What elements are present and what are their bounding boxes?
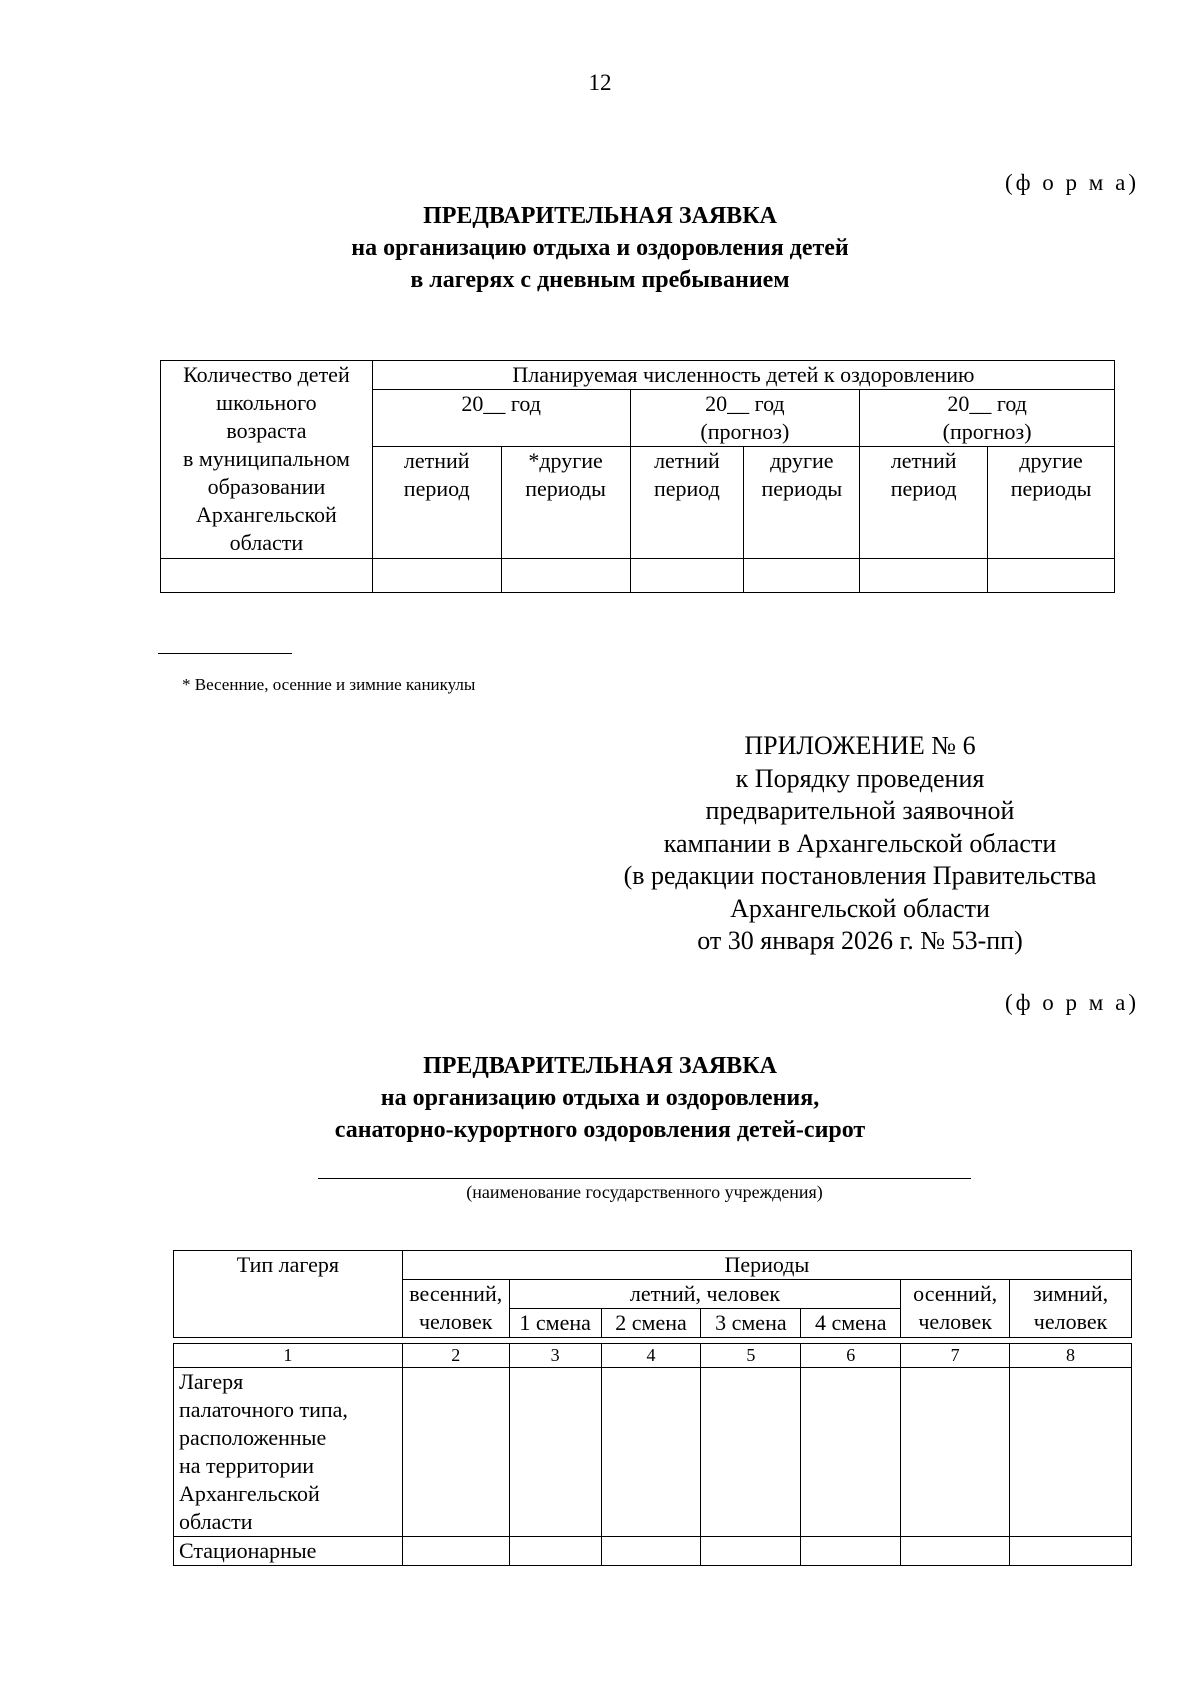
column-number: 5 [701, 1344, 801, 1368]
empty-cell [402, 1537, 509, 1566]
empty-cell [601, 1537, 701, 1566]
sub-line: летний [654, 448, 720, 473]
form1-title-line: в лагерях с дневным пребыванием [410, 267, 790, 293]
empty-cell [501, 559, 630, 593]
year-line: (прогноз) [942, 419, 1032, 444]
institution-name-line [318, 1178, 971, 1179]
header-line: человек [1033, 1309, 1108, 1334]
column-number: 3 [509, 1344, 601, 1368]
empty-cell [161, 559, 373, 593]
appendix-line: ПРИЛОЖЕНИЕ № 6 [744, 731, 976, 760]
empty-cell [630, 559, 744, 593]
form1-table [160, 360, 1115, 593]
sub-header-summer-3 [860, 447, 988, 559]
header-line: зимний, [1032, 1281, 1109, 1306]
autumn-header [901, 1280, 1010, 1338]
table-row [161, 559, 1115, 593]
empty-cell [509, 1368, 601, 1537]
row-label-line: области [179, 1509, 253, 1534]
empty-cell [860, 559, 988, 593]
form1-title [0, 200, 1200, 296]
forma-label-2: (ф о р м а) [1005, 990, 1139, 1015]
header-line: в муниципальном [182, 446, 350, 471]
shift-header: 3 смена [701, 1309, 801, 1338]
column-number: 2 [402, 1344, 509, 1368]
column-numbers-row [174, 1344, 1132, 1368]
header-line: школьного [216, 390, 317, 415]
appendix-line: Архангельской области [730, 893, 990, 923]
sub-header-other-3 [988, 447, 1115, 559]
appendix-line: (в редакции постановления Правительства [623, 861, 1097, 890]
empty-cell [1010, 1368, 1132, 1537]
year-header-2 [630, 390, 860, 447]
camp-type-stationary [174, 1537, 403, 1566]
empty-cell [901, 1368, 1010, 1537]
year-header-1 [372, 390, 630, 447]
sub-line: *другие [528, 448, 603, 473]
row-label-line: на территории [179, 1453, 315, 1478]
appendix-line: к Порядку проведения [735, 763, 985, 793]
camp-type-tent [174, 1368, 403, 1537]
sub-header-summer-1 [372, 447, 501, 559]
appendix-line: предварительной заявочной [705, 796, 1015, 825]
year-line: 20__ год [461, 391, 541, 416]
header-line: человек [418, 1309, 493, 1334]
appendix-header [590, 730, 1130, 958]
empty-cell [601, 1368, 701, 1537]
sub-line: период [403, 476, 470, 501]
sub-line: другие [770, 448, 834, 473]
institution-caption: (наименование государственного учреждения) [466, 1182, 823, 1202]
camp-type-header: Тип лагеря [174, 1251, 403, 1338]
form2-title [0, 1050, 1200, 1146]
form1-title-line: ПРЕДВАРИТЕЛЬНАЯ ЗАЯВКА [423, 203, 777, 229]
footnote-separator [158, 653, 292, 654]
empty-cell [509, 1537, 601, 1566]
form2-title-line: ПРЕДВАРИТЕЛЬНАЯ ЗАЯВКА [423, 1053, 777, 1079]
table-row [174, 1537, 1132, 1566]
sub-line: периоды [525, 476, 606, 501]
form2-table [173, 1250, 1132, 1566]
footnote: * Весенние, осенние и зимние каникулы [182, 675, 476, 694]
table-row [174, 1368, 1132, 1537]
row-label-line: Архангельской [179, 1481, 320, 1506]
empty-cell [801, 1537, 901, 1566]
spring-header [402, 1280, 509, 1338]
shift-header: 4 смена [801, 1309, 901, 1338]
column-number: 7 [901, 1344, 1010, 1368]
empty-cell [372, 559, 501, 593]
sub-line: летний [403, 448, 470, 473]
column-number: 6 [801, 1344, 901, 1368]
column-number: 4 [601, 1344, 701, 1368]
column-number: 8 [1010, 1344, 1132, 1368]
sub-line: период [890, 476, 957, 501]
header-line: возраста [226, 418, 307, 443]
summer-header: летний, человек [509, 1280, 900, 1309]
header-line: человек [918, 1309, 992, 1334]
sub-line: периоды [761, 476, 843, 501]
header-line: весенний, [409, 1281, 503, 1306]
form2-title-line: на организацию отдыха и оздоровления, [380, 1085, 820, 1111]
header-line: осенний, [913, 1281, 998, 1306]
empty-cell [801, 1368, 901, 1537]
sub-header-summer-2 [630, 447, 744, 559]
shift-header: 2 смена [601, 1309, 701, 1338]
sub-line: другие [1019, 448, 1083, 473]
appendix-line: кампании в Архангельской области [663, 828, 1057, 858]
periods-header: Периоды [402, 1251, 1131, 1280]
winter-header [1010, 1280, 1132, 1338]
empty-cell [901, 1537, 1010, 1566]
empty-cell [701, 1368, 801, 1537]
empty-cell [701, 1537, 801, 1566]
sub-line: периоды [1010, 476, 1092, 501]
row-label-line: расположенные [179, 1425, 327, 1450]
empty-cell [744, 559, 860, 593]
header-line: Архангельской [196, 502, 337, 527]
row-label-line: Лагеря [179, 1369, 244, 1394]
row-label-line: палаточного типа, [179, 1397, 348, 1422]
planned-count-header: Планируемая численность детей к оздоровлению [372, 361, 1114, 390]
sub-line: период [653, 476, 720, 501]
column-number: 1 [174, 1344, 403, 1368]
form2-title-line: санаторно-курортного оздоровления детей-сирот [334, 1117, 866, 1143]
forma-label-1: (ф о р м а) [1005, 170, 1139, 195]
page-number: 12 [588, 70, 612, 95]
header-line: Количество детей [183, 362, 350, 387]
form1-title-line: на организацию отдыха и оздоровления детей [351, 235, 849, 261]
sub-line: летний [890, 448, 957, 473]
shift-header: 1 смена [509, 1309, 601, 1338]
header-line: образовании [207, 474, 326, 499]
children-count-header [161, 361, 373, 559]
year-line: 20__ год [705, 391, 785, 416]
empty-cell [402, 1368, 509, 1537]
empty-cell [1010, 1537, 1132, 1566]
year-line: (прогноз) [700, 419, 790, 444]
header-line: области [229, 530, 304, 555]
year-header-3 [860, 390, 1115, 447]
appendix-line: от 30 января 2026 г. № 53-пп) [697, 926, 1023, 955]
empty-cell [988, 559, 1115, 593]
year-line: 20__ год [947, 391, 1027, 416]
sub-header-other-1 [501, 447, 630, 559]
sub-header-other-2 [744, 447, 860, 559]
row-label-line: Стационарные [179, 1538, 317, 1563]
